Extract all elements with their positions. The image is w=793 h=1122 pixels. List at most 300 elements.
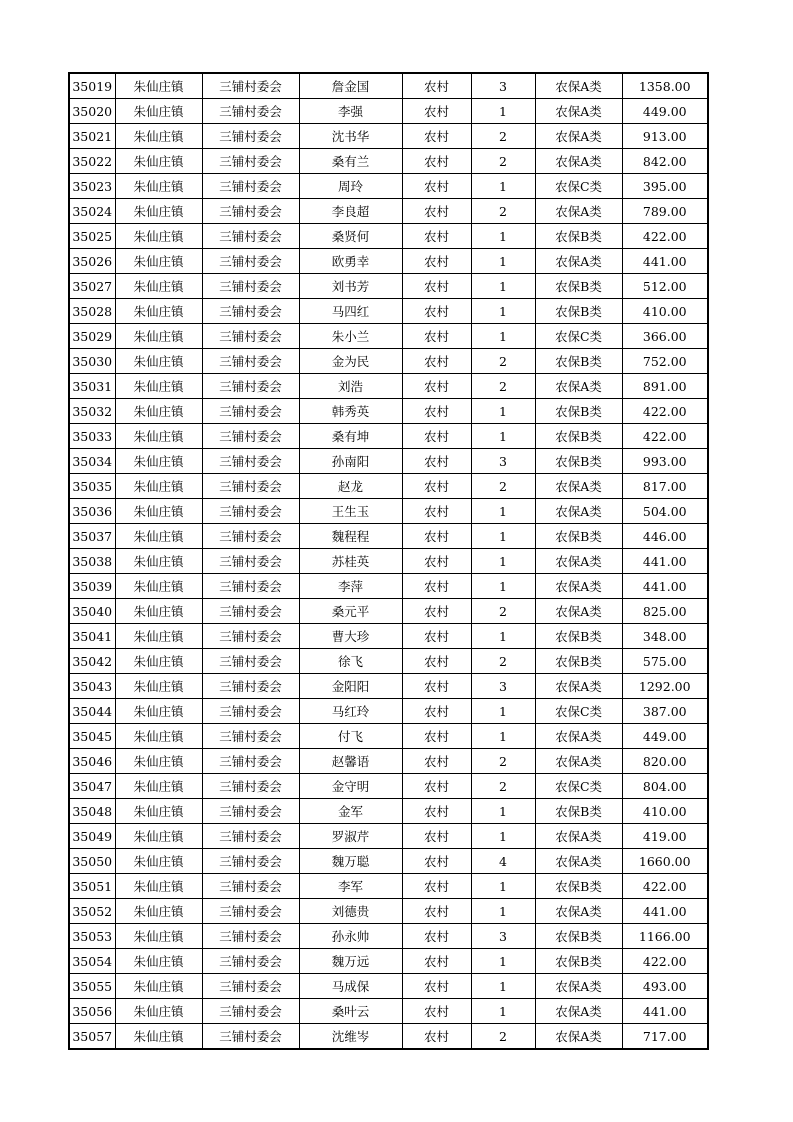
people-count-cell: 2 [471,199,535,224]
people-count-cell: 1 [471,549,535,574]
village-cell: 三铺村委会 [202,649,299,674]
category-cell: 农保A类 [535,374,622,399]
table-row [69,949,708,974]
id-cell: 35021 [69,124,115,149]
area-type-cell: 农村 [402,374,471,399]
people-count-cell: 3 [471,674,535,699]
town-cell: 朱仙庄镇 [115,349,202,374]
village-cell: 三铺村委会 [202,849,299,874]
table-row [69,449,708,474]
town-cell: 朱仙庄镇 [115,824,202,849]
village-cell: 三铺村委会 [202,549,299,574]
id-cell: 35035 [69,474,115,499]
area-type-cell: 农村 [402,199,471,224]
town-cell: 朱仙庄镇 [115,649,202,674]
name-cell: 金守明 [299,774,402,799]
area-type-cell: 农村 [402,499,471,524]
table-row [69,374,708,399]
category-cell: 农保A类 [535,999,622,1024]
village-cell: 三铺村委会 [202,474,299,499]
amount-cell: 422.00 [622,224,708,249]
id-cell: 35020 [69,99,115,124]
amount-cell: 752.00 [622,349,708,374]
people-count-cell: 1 [471,574,535,599]
name-cell: 孙永帅 [299,924,402,949]
village-cell: 三铺村委会 [202,274,299,299]
name-cell: 孙南阳 [299,449,402,474]
name-cell: 金阳阳 [299,674,402,699]
id-cell: 35039 [69,574,115,599]
area-type-cell: 农村 [402,73,471,99]
id-cell: 35040 [69,599,115,624]
category-cell: 农保B类 [535,399,622,424]
village-cell: 三铺村委会 [202,424,299,449]
id-cell: 35030 [69,349,115,374]
name-cell: 沈维岑 [299,1024,402,1050]
people-count-cell: 2 [471,599,535,624]
town-cell: 朱仙庄镇 [115,799,202,824]
category-cell: 农保B类 [535,274,622,299]
table-row [69,899,708,924]
category-cell: 农保B类 [535,949,622,974]
amount-cell: 575.00 [622,649,708,674]
amount-cell: 366.00 [622,324,708,349]
town-cell: 朱仙庄镇 [115,574,202,599]
amount-cell: 993.00 [622,449,708,474]
category-cell: 农保B类 [535,299,622,324]
name-cell: 赵馨语 [299,749,402,774]
category-cell: 农保A类 [535,899,622,924]
people-count-cell: 3 [471,449,535,474]
people-count-cell: 2 [471,649,535,674]
category-cell: 农保A类 [535,149,622,174]
village-cell: 三铺村委会 [202,624,299,649]
category-cell: 农保C类 [535,174,622,199]
amount-cell: 410.00 [622,299,708,324]
area-type-cell: 农村 [402,449,471,474]
amount-cell: 422.00 [622,424,708,449]
name-cell: 詹金国 [299,73,402,99]
amount-cell: 1166.00 [622,924,708,949]
town-cell: 朱仙庄镇 [115,899,202,924]
table-row [69,174,708,199]
name-cell: 曹大珍 [299,624,402,649]
category-cell: 农保B类 [535,449,622,474]
area-type-cell: 农村 [402,949,471,974]
people-count-cell: 1 [471,174,535,199]
village-cell: 三铺村委会 [202,599,299,624]
id-cell: 35025 [69,224,115,249]
village-cell: 三铺村委会 [202,874,299,899]
village-cell: 三铺村委会 [202,999,299,1024]
village-cell: 三铺村委会 [202,324,299,349]
village-cell: 三铺村委会 [202,499,299,524]
town-cell: 朱仙庄镇 [115,974,202,999]
id-cell: 35027 [69,274,115,299]
village-cell: 三铺村委会 [202,449,299,474]
id-cell: 35031 [69,374,115,399]
name-cell: 桑贤何 [299,224,402,249]
village-cell: 三铺村委会 [202,949,299,974]
town-cell: 朱仙庄镇 [115,999,202,1024]
amount-cell: 891.00 [622,374,708,399]
category-cell: 农保A类 [535,99,622,124]
village-cell: 三铺村委会 [202,674,299,699]
town-cell: 朱仙庄镇 [115,849,202,874]
village-cell: 三铺村委会 [202,174,299,199]
amount-cell: 419.00 [622,824,708,849]
table-row [69,73,708,99]
amount-cell: 493.00 [622,974,708,999]
town-cell: 朱仙庄镇 [115,324,202,349]
category-cell: 农保B类 [535,799,622,824]
area-type-cell: 农村 [402,1024,471,1050]
category-cell: 农保A类 [535,749,622,774]
category-cell: 农保B类 [535,924,622,949]
village-cell: 三铺村委会 [202,73,299,99]
category-cell: 农保A类 [535,73,622,99]
name-cell: 马红玲 [299,699,402,724]
category-cell: 农保C类 [535,774,622,799]
table-row [69,524,708,549]
amount-cell: 441.00 [622,574,708,599]
town-cell: 朱仙庄镇 [115,499,202,524]
category-cell: 农保B类 [535,524,622,549]
amount-cell: 825.00 [622,599,708,624]
village-cell: 三铺村委会 [202,524,299,549]
category-cell: 农保A类 [535,574,622,599]
table-row [69,799,708,824]
area-type-cell: 农村 [402,699,471,724]
table-row [69,574,708,599]
amount-cell: 441.00 [622,249,708,274]
id-cell: 35054 [69,949,115,974]
category-cell: 农保A类 [535,849,622,874]
people-count-cell: 1 [471,524,535,549]
category-cell: 农保A类 [535,474,622,499]
table-row [69,99,708,124]
people-count-cell: 1 [471,724,535,749]
id-cell: 35028 [69,299,115,324]
amount-cell: 395.00 [622,174,708,199]
name-cell: 桑有兰 [299,149,402,174]
village-cell: 三铺村委会 [202,224,299,249]
people-count-cell: 4 [471,849,535,874]
table-row [69,849,708,874]
category-cell: 农保A类 [535,549,622,574]
people-count-cell: 1 [471,299,535,324]
town-cell: 朱仙庄镇 [115,624,202,649]
category-cell: 农保A类 [535,199,622,224]
town-cell: 朱仙庄镇 [115,599,202,624]
table-row [69,624,708,649]
table-row [69,924,708,949]
village-cell: 三铺村委会 [202,799,299,824]
name-cell: 马四红 [299,299,402,324]
table-row [69,724,708,749]
area-type-cell: 农村 [402,774,471,799]
name-cell: 罗淑芹 [299,824,402,849]
amount-cell: 717.00 [622,1024,708,1050]
amount-cell: 817.00 [622,474,708,499]
amount-cell: 422.00 [622,874,708,899]
id-cell: 35049 [69,824,115,849]
id-cell: 35043 [69,674,115,699]
id-cell: 35052 [69,899,115,924]
name-cell: 马成保 [299,974,402,999]
name-cell: 魏万远 [299,949,402,974]
area-type-cell: 农村 [402,974,471,999]
category-cell: 农保B类 [535,874,622,899]
category-cell: 农保A类 [535,599,622,624]
category-cell: 农保B类 [535,424,622,449]
table-row [69,649,708,674]
people-count-cell: 2 [471,774,535,799]
name-cell: 李军 [299,874,402,899]
table-row [69,749,708,774]
people-count-cell: 1 [471,399,535,424]
village-cell: 三铺村委会 [202,824,299,849]
name-cell: 李良超 [299,199,402,224]
area-type-cell: 农村 [402,274,471,299]
people-count-cell: 2 [471,349,535,374]
town-cell: 朱仙庄镇 [115,749,202,774]
name-cell: 徐飞 [299,649,402,674]
category-cell: 农保A类 [535,124,622,149]
amount-cell: 348.00 [622,624,708,649]
id-cell: 35051 [69,874,115,899]
town-cell: 朱仙庄镇 [115,449,202,474]
area-type-cell: 农村 [402,749,471,774]
town-cell: 朱仙庄镇 [115,924,202,949]
area-type-cell: 农村 [402,399,471,424]
area-type-cell: 农村 [402,99,471,124]
amount-cell: 441.00 [622,549,708,574]
table-row [69,674,708,699]
town-cell: 朱仙庄镇 [115,199,202,224]
amount-cell: 446.00 [622,524,708,549]
amount-cell: 789.00 [622,199,708,224]
name-cell: 周玲 [299,174,402,199]
name-cell: 桑元平 [299,599,402,624]
id-cell: 35057 [69,1024,115,1050]
area-type-cell: 农村 [402,424,471,449]
town-cell: 朱仙庄镇 [115,474,202,499]
people-count-cell: 1 [471,699,535,724]
town-cell: 朱仙庄镇 [115,424,202,449]
area-type-cell: 农村 [402,999,471,1024]
category-cell: 农保C类 [535,699,622,724]
area-type-cell: 农村 [402,899,471,924]
amount-cell: 387.00 [622,699,708,724]
name-cell: 韩秀英 [299,399,402,424]
area-type-cell: 农村 [402,149,471,174]
id-cell: 35032 [69,399,115,424]
area-type-cell: 农村 [402,849,471,874]
area-type-cell: 农村 [402,324,471,349]
category-cell: 农保A类 [535,1024,622,1050]
category-cell: 农保B类 [535,624,622,649]
table-row [69,549,708,574]
table-row [69,974,708,999]
id-cell: 35038 [69,549,115,574]
category-cell: 农保A类 [535,499,622,524]
data-table [68,72,709,1050]
village-cell: 三铺村委会 [202,774,299,799]
people-count-cell: 1 [471,799,535,824]
category-cell: 农保A类 [535,674,622,699]
people-count-cell: 1 [471,99,535,124]
area-type-cell: 农村 [402,924,471,949]
village-cell: 三铺村委会 [202,1024,299,1050]
town-cell: 朱仙庄镇 [115,724,202,749]
people-count-cell: 1 [471,274,535,299]
id-cell: 35050 [69,849,115,874]
id-cell: 35041 [69,624,115,649]
id-cell: 35029 [69,324,115,349]
table-row [69,299,708,324]
category-cell: 农保A类 [535,974,622,999]
amount-cell: 913.00 [622,124,708,149]
village-cell: 三铺村委会 [202,574,299,599]
table-row [69,399,708,424]
table-row [69,324,708,349]
table-row [69,424,708,449]
table-row [69,349,708,374]
name-cell: 魏程程 [299,524,402,549]
name-cell: 桑有坤 [299,424,402,449]
table-row [69,774,708,799]
area-type-cell: 农村 [402,249,471,274]
category-cell: 农保A类 [535,249,622,274]
amount-cell: 1292.00 [622,674,708,699]
town-cell: 朱仙庄镇 [115,224,202,249]
people-count-cell: 1 [471,624,535,649]
village-cell: 三铺村委会 [202,899,299,924]
village-cell: 三铺村委会 [202,199,299,224]
village-cell: 三铺村委会 [202,374,299,399]
amount-cell: 504.00 [622,499,708,524]
table-row [69,1024,708,1050]
town-cell: 朱仙庄镇 [115,374,202,399]
id-cell: 35037 [69,524,115,549]
amount-cell: 804.00 [622,774,708,799]
amount-cell: 842.00 [622,149,708,174]
people-count-cell: 1 [471,424,535,449]
id-cell: 35026 [69,249,115,274]
name-cell: 金军 [299,799,402,824]
name-cell: 李强 [299,99,402,124]
area-type-cell: 农村 [402,599,471,624]
people-count-cell: 1 [471,999,535,1024]
area-type-cell: 农村 [402,874,471,899]
village-cell: 三铺村委会 [202,149,299,174]
id-cell: 35048 [69,799,115,824]
area-type-cell: 农村 [402,649,471,674]
people-count-cell: 2 [471,374,535,399]
table-row [69,599,708,624]
table-row [69,149,708,174]
area-type-cell: 农村 [402,799,471,824]
people-count-cell: 3 [471,924,535,949]
town-cell: 朱仙庄镇 [115,399,202,424]
town-cell: 朱仙庄镇 [115,174,202,199]
people-count-cell: 1 [471,824,535,849]
amount-cell: 422.00 [622,399,708,424]
name-cell: 桑叶云 [299,999,402,1024]
amount-cell: 820.00 [622,749,708,774]
town-cell: 朱仙庄镇 [115,274,202,299]
category-cell: 农保A类 [535,724,622,749]
amount-cell: 512.00 [622,274,708,299]
table-row [69,474,708,499]
name-cell: 赵龙 [299,474,402,499]
area-type-cell: 农村 [402,349,471,374]
area-type-cell: 农村 [402,624,471,649]
table-row [69,274,708,299]
name-cell: 朱小兰 [299,324,402,349]
id-cell: 35042 [69,649,115,674]
category-cell: 农保C类 [535,324,622,349]
id-cell: 35056 [69,999,115,1024]
amount-cell: 449.00 [622,724,708,749]
category-cell: 农保B类 [535,649,622,674]
people-count-cell: 1 [471,224,535,249]
town-cell: 朱仙庄镇 [115,699,202,724]
name-cell: 沈书华 [299,124,402,149]
id-cell: 35047 [69,774,115,799]
village-cell: 三铺村委会 [202,974,299,999]
town-cell: 朱仙庄镇 [115,774,202,799]
town-cell: 朱仙庄镇 [115,249,202,274]
category-cell: 农保B类 [535,224,622,249]
village-cell: 三铺村委会 [202,699,299,724]
area-type-cell: 农村 [402,174,471,199]
people-count-cell: 1 [471,249,535,274]
town-cell: 朱仙庄镇 [115,874,202,899]
amount-cell: 422.00 [622,949,708,974]
town-cell: 朱仙庄镇 [115,524,202,549]
town-cell: 朱仙庄镇 [115,124,202,149]
id-cell: 35055 [69,974,115,999]
village-cell: 三铺村委会 [202,924,299,949]
name-cell: 魏万聪 [299,849,402,874]
village-cell: 三铺村委会 [202,249,299,274]
village-cell: 三铺村委会 [202,399,299,424]
id-cell: 35019 [69,73,115,99]
category-cell: 农保A类 [535,824,622,849]
amount-cell: 441.00 [622,999,708,1024]
name-cell: 欧勇幸 [299,249,402,274]
people-count-cell: 1 [471,324,535,349]
people-count-cell: 2 [471,124,535,149]
village-cell: 三铺村委会 [202,724,299,749]
area-type-cell: 农村 [402,299,471,324]
people-count-cell: 1 [471,899,535,924]
area-type-cell: 农村 [402,549,471,574]
amount-cell: 441.00 [622,899,708,924]
town-cell: 朱仙庄镇 [115,149,202,174]
id-cell: 35045 [69,724,115,749]
town-cell: 朱仙庄镇 [115,73,202,99]
people-count-cell: 1 [471,874,535,899]
town-cell: 朱仙庄镇 [115,549,202,574]
town-cell: 朱仙庄镇 [115,949,202,974]
area-type-cell: 农村 [402,824,471,849]
table-row [69,999,708,1024]
table-row [69,249,708,274]
id-cell: 35044 [69,699,115,724]
